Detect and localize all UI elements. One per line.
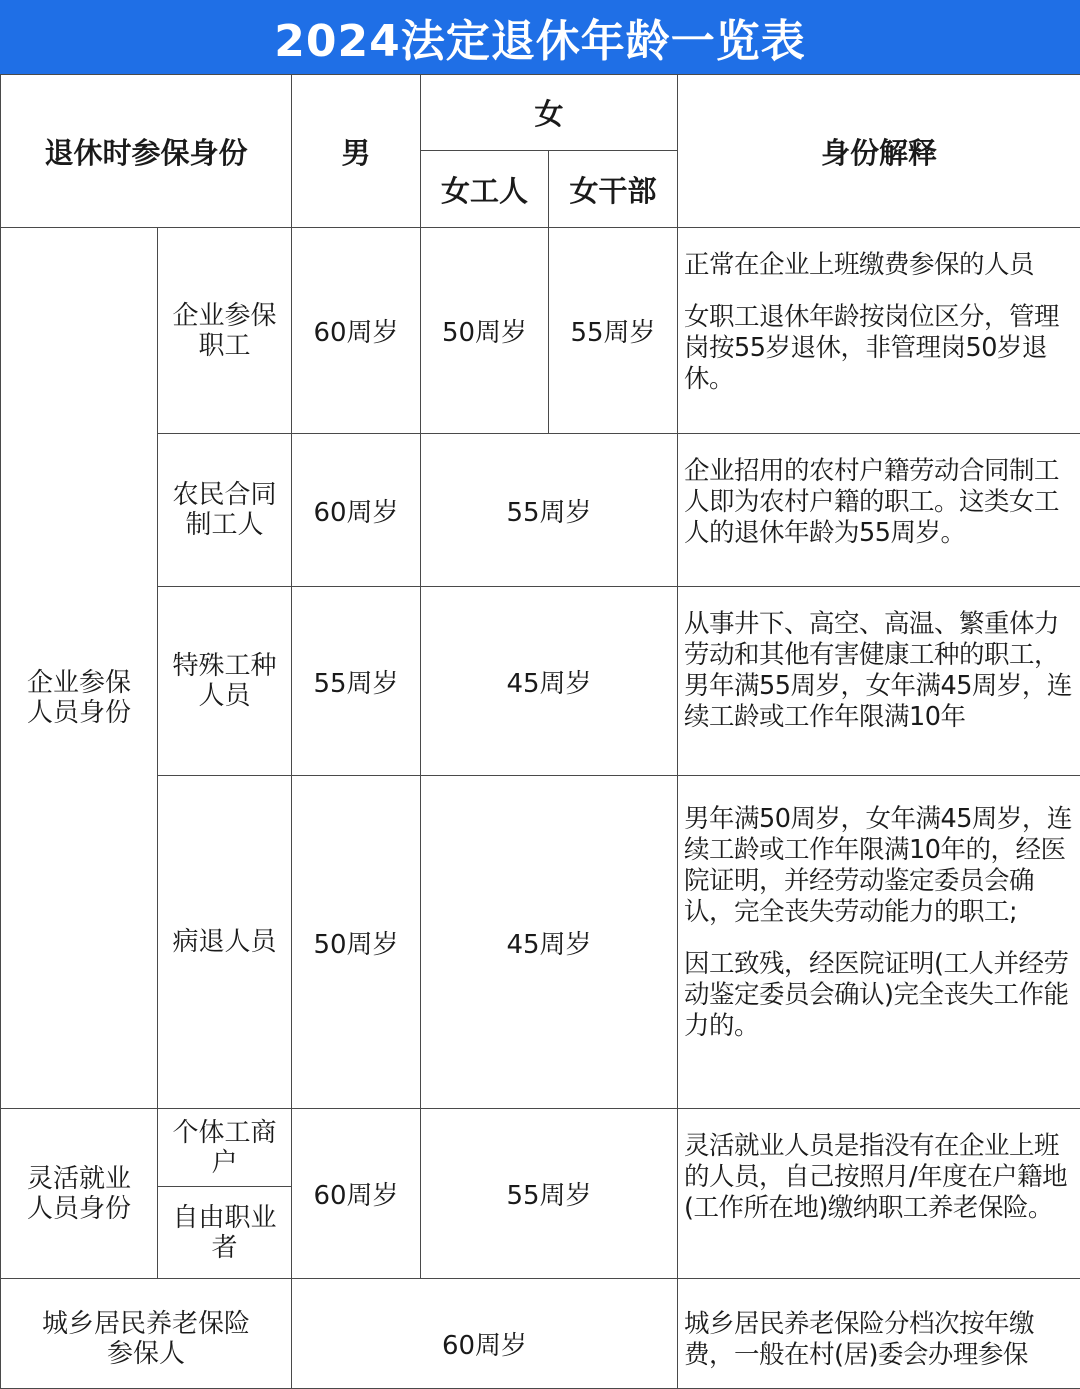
page-title: 2024法定退休年龄一览表 xyxy=(0,0,1080,74)
table-row xyxy=(1,776,1080,1109)
table-row xyxy=(1,587,1080,776)
male-age: 50周岁 xyxy=(292,776,421,1109)
table-row xyxy=(1,1279,1080,1389)
group-label-enterprise: 企业参保 人员身份 xyxy=(1,228,158,1109)
female-age: 45周岁 xyxy=(421,587,678,776)
category-individual-business: 个体工商 户 xyxy=(158,1109,292,1187)
category-freelancer: 自由职业 者 xyxy=(158,1187,292,1279)
category-rural-contract-worker: 农民合同 制工人 xyxy=(158,434,292,587)
male-age: 55周岁 xyxy=(292,587,421,776)
header-female-cadre: 女干部 xyxy=(549,151,678,228)
male-age: 60周岁 xyxy=(292,228,421,434)
header-female-worker: 女工人 xyxy=(421,151,549,228)
header-male: 男 xyxy=(292,75,421,228)
explanation-cell: 正常在企业上班缴费参保的人员 女职工退休年龄按岗位区分，管理岗按55岁退休，非管理岗50岁退休。 xyxy=(678,228,1080,434)
female-age: 55周岁 xyxy=(421,434,678,587)
female-age: 55周岁 xyxy=(421,1109,678,1279)
female-worker-age: 50周岁 xyxy=(421,228,549,434)
group-label-flexible: 灵活就业 人员身份 xyxy=(1,1109,158,1279)
explanation-cell: 男年满50周岁，女年满45周岁，连续工龄或工作年限满10年的，经医院证明，并经劳动鉴定委员会确认，完全丧失劳动能力的职工; 因工致残，经医院证明(工人并经劳动鉴定委员会确认)完全丧失工作能力的。 xyxy=(678,776,1080,1109)
header-identity: 退休时参保身份 xyxy=(1,75,292,228)
male-age: 60周岁 xyxy=(292,434,421,587)
table-row xyxy=(1,228,1080,434)
female-cadre-age: 55周岁 xyxy=(549,228,678,434)
category-sick-retirement: 病退人员 xyxy=(158,776,292,1109)
table-row xyxy=(1,1109,1080,1187)
female-age: 45周岁 xyxy=(421,776,678,1109)
header-female: 女 xyxy=(421,75,678,151)
category-special-job: 特殊工种 人员 xyxy=(158,587,292,776)
group-label-resident: 城乡居民养老保险 参保人 xyxy=(1,1279,292,1389)
explanation-cell: 城乡居民养老保险分档次按年缴费，一般在村(居)委会办理参保 xyxy=(678,1279,1080,1389)
all-age: 60周岁 xyxy=(292,1279,678,1389)
table-row xyxy=(1,434,1080,587)
explanation-cell: 从事井下、高空、高温、繁重体力劳动和其他有害健康工种的职工，男年满55周岁，女年满45周岁，连续工龄或工作年限满10年 xyxy=(678,587,1080,776)
retirement-age-table xyxy=(0,74,1080,1389)
explanation-cell: 企业招用的农村户籍劳动合同制工人即为农村户籍的职工。这类女工人的退休年龄为55周岁。 xyxy=(678,434,1080,587)
category-enterprise-employee: 企业参保 职工 xyxy=(158,228,292,434)
header-row xyxy=(1,75,1080,151)
explanation-cell: 灵活就业人员是指没有在企业上班的人员，自己按照月/年度在户籍地(工作所在地)缴纳职工养老保险。 xyxy=(678,1109,1080,1279)
header-explanation: 身份解释 xyxy=(678,75,1080,228)
male-age: 60周岁 xyxy=(292,1109,421,1279)
